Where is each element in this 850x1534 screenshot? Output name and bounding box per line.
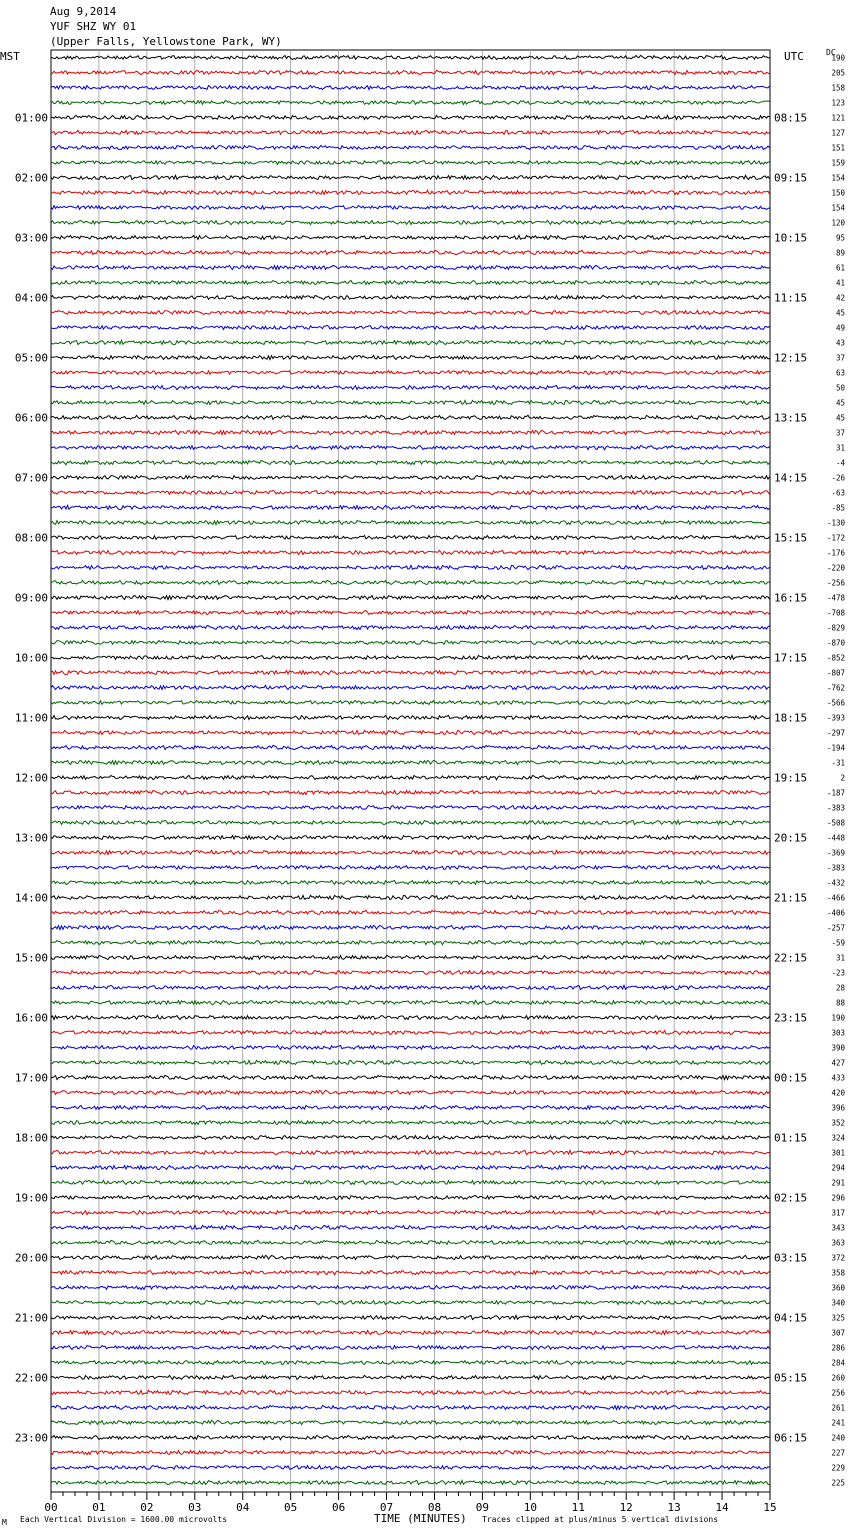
- dc-offset-label: 240: [831, 1433, 845, 1443]
- dc-offset-label: 256: [831, 1388, 845, 1398]
- header-station: YUF SHZ WY 01: [50, 20, 137, 33]
- trace-row-63: [51, 985, 770, 989]
- x-tick-label: 06: [331, 1501, 346, 1514]
- hour-label-left: 10:00: [14, 651, 48, 665]
- scale-note: Each Vertical Division = 1600.00 microvolts: [20, 1515, 228, 1524]
- dc-offset-label: -383: [826, 863, 845, 873]
- trace-row-46: [51, 730, 770, 734]
- trace-row-21: [51, 355, 770, 359]
- hour-label-left: 11:00: [14, 711, 48, 725]
- dc-offset-label: 158: [831, 83, 845, 93]
- trace-row-34: [51, 550, 770, 554]
- x-tick-label: 05: [284, 1501, 298, 1514]
- hour-label-right: 03:15: [774, 1251, 808, 1265]
- dc-offset-label: -297: [826, 728, 845, 738]
- dc-offset-label: -566: [826, 698, 845, 708]
- dc-offset-label: 229: [831, 1463, 845, 1473]
- trace-row-22: [51, 371, 770, 375]
- dc-offset-label: 433: [831, 1073, 845, 1083]
- x-tick-label: 02: [140, 1501, 154, 1514]
- trace-row-11: [51, 206, 770, 210]
- header-location: (Upper Falls, Yellowstone Park, WY): [50, 35, 282, 48]
- hour-label-right: 05:15: [774, 1371, 808, 1385]
- trace-row-17: [51, 295, 770, 299]
- trace-row-41: [51, 655, 770, 659]
- trace-row-80: [51, 1240, 770, 1244]
- trace-row-26: [51, 430, 770, 434]
- dc-offset-label: 301: [831, 1148, 845, 1158]
- dc-offset-label: -63: [831, 488, 845, 498]
- trace-row-79: [51, 1225, 770, 1229]
- dc-offset-label: 95: [835, 233, 845, 243]
- dc-offset-label: 390: [831, 1043, 845, 1053]
- trace-row-40: [51, 641, 770, 645]
- trace-row-27: [51, 446, 770, 450]
- dc-offset-label: 261: [831, 1403, 845, 1413]
- hour-label-left: 19:00: [14, 1191, 48, 1205]
- dc-offset-label: -31: [831, 758, 845, 768]
- hour-label-right: 12:15: [774, 351, 808, 365]
- dc-offset-label: 294: [831, 1163, 845, 1173]
- trace-row-88: [51, 1361, 770, 1365]
- dc-offset-label: 37: [835, 353, 845, 363]
- trace-row-69: [51, 1075, 770, 1079]
- dc-offset-label: -708: [826, 608, 845, 618]
- hour-label-left: 23:00: [14, 1431, 48, 1445]
- dc-offset-label: 296: [831, 1193, 845, 1203]
- left-timezone-label: MST: [0, 50, 20, 63]
- x-tick-label: 08: [427, 1501, 442, 1514]
- dc-offset-label: -187: [826, 788, 845, 798]
- trace-row-70: [51, 1091, 770, 1095]
- dc-offset-label: 88: [835, 998, 845, 1008]
- dc-offset-label: 420: [831, 1088, 845, 1098]
- trace-row-93: [51, 1436, 770, 1440]
- hour-label-left: 12:00: [14, 771, 48, 785]
- trace-row-64: [51, 1000, 770, 1004]
- hour-label-right: 16:15: [774, 591, 808, 605]
- dc-offset-label: -23: [831, 968, 845, 978]
- dc-offset-label: -4: [835, 458, 845, 468]
- trace-row-15: [51, 265, 770, 269]
- hour-label-right: 13:15: [774, 411, 808, 425]
- dc-offset-label: -870: [826, 638, 845, 648]
- hour-label-left: 13:00: [14, 831, 48, 845]
- hour-label-right: 06:15: [774, 1431, 808, 1445]
- trace-row-28: [51, 460, 770, 464]
- hour-label-left: 15:00: [14, 951, 48, 965]
- x-tick-label: 12: [619, 1501, 633, 1514]
- trace-row-37: [51, 595, 770, 599]
- x-tick-label: 03: [188, 1501, 202, 1514]
- x-axis-title: TIME (MINUTES): [374, 1512, 467, 1525]
- dc-offset-label: 286: [831, 1343, 845, 1353]
- hour-label-left: 16:00: [14, 1011, 48, 1025]
- trace-row-16: [51, 281, 770, 285]
- dc-offset-label: -257: [826, 923, 845, 933]
- dc-offset-label: 360: [831, 1283, 845, 1293]
- hour-label-left: 07:00: [14, 471, 48, 485]
- trace-row-36: [51, 580, 770, 584]
- dc-offset-label: 227: [831, 1448, 845, 1458]
- dc-offset-label: 45: [835, 413, 845, 423]
- trace-row-91: [51, 1405, 770, 1409]
- hour-label-left: 21:00: [14, 1311, 48, 1325]
- hour-label-right: 10:15: [774, 231, 808, 245]
- dc-offset-label: -26: [831, 473, 845, 483]
- dc-offset-label: 205: [831, 68, 845, 78]
- hour-label-right: 09:15: [774, 171, 808, 185]
- dc-offset-label: -762: [826, 683, 845, 693]
- trace-row-94: [51, 1450, 770, 1454]
- trace-row-30: [51, 490, 770, 494]
- dc-offset-label: 154: [831, 203, 845, 213]
- trace-row-24: [51, 400, 770, 404]
- x-tick-label: 11: [571, 1501, 585, 1514]
- trace-row-74: [51, 1150, 770, 1154]
- trace-row-53: [51, 835, 770, 839]
- trace-row-9: [51, 175, 770, 179]
- hour-label-left: 22:00: [14, 1371, 48, 1385]
- dc-offset-label: 352: [831, 1118, 845, 1128]
- trace-row-33: [51, 536, 770, 540]
- trace-row-54: [51, 850, 770, 854]
- hour-label-left: 08:00: [14, 531, 48, 545]
- x-tick-label: 07: [379, 1501, 394, 1514]
- trace-row-7: [51, 146, 770, 150]
- trace-row-87: [51, 1346, 770, 1350]
- trace-row-43: [51, 685, 770, 689]
- x-tick-label: 14: [715, 1501, 729, 1514]
- hour-label-right: 02:15: [774, 1191, 808, 1205]
- hour-label-left: 05:00: [14, 351, 48, 365]
- trace-row-62: [51, 971, 770, 975]
- dc-offset-label: 363: [831, 1238, 845, 1248]
- trace-row-90: [51, 1390, 770, 1394]
- x-tick-label: 09: [475, 1501, 490, 1514]
- hour-label-right: 15:15: [774, 531, 808, 545]
- dc-offset-label: -59: [831, 938, 845, 948]
- hour-label-left: 01:00: [14, 111, 48, 125]
- dc-offset-label: 31: [835, 443, 845, 453]
- hour-label-left: 20:00: [14, 1251, 48, 1265]
- dc-offset-label: -172: [826, 533, 845, 543]
- dc-offset-label: 45: [835, 398, 845, 408]
- x-tick-label: 15: [763, 1501, 777, 1514]
- dc-offset-label: -448: [826, 833, 845, 843]
- x-tick-label: 10: [523, 1501, 537, 1514]
- dc-offset-label: 159: [831, 158, 845, 168]
- trace-row-44: [51, 701, 770, 705]
- trace-row-77: [51, 1196, 770, 1200]
- trace-row-45: [51, 715, 770, 719]
- hour-label-left: 14:00: [14, 891, 48, 905]
- dc-offset-label: -466: [826, 893, 845, 903]
- trace-row-49: [51, 776, 770, 780]
- trace-row-12: [51, 220, 770, 224]
- dc-offset-label: 325: [831, 1313, 845, 1323]
- dc-offset-label: 63: [835, 368, 845, 378]
- dc-offset-label: 41: [835, 278, 845, 288]
- trace-row-81: [51, 1256, 770, 1260]
- trace-row-96: [51, 1480, 770, 1484]
- trace-row-6: [51, 130, 770, 134]
- trace-row-31: [51, 505, 770, 509]
- dc-offset-label: 45: [835, 308, 845, 318]
- hour-label-right: 01:15: [774, 1131, 808, 1145]
- dc-offset-label: 427: [831, 1058, 845, 1068]
- trace-row-55: [51, 866, 770, 870]
- trace-row-67: [51, 1045, 770, 1049]
- dc-offset-label: 2: [840, 773, 845, 783]
- trace-row-42: [51, 670, 770, 674]
- trace-row-48: [51, 760, 770, 764]
- dc-offset-label: 190: [831, 53, 845, 63]
- dc-offset-label: -194: [826, 743, 845, 753]
- trace-row-51: [51, 806, 770, 810]
- dc-offset-label: 89: [835, 248, 845, 258]
- dc-offset-label: -432: [826, 878, 845, 888]
- dc-offset-label: 396: [831, 1103, 845, 1113]
- dc-offset-label: 123: [831, 98, 845, 108]
- dc-offset-label: -130: [826, 518, 845, 528]
- trace-row-23: [51, 385, 770, 389]
- dc-offset-label: 324: [831, 1133, 845, 1143]
- hour-label-right: 21:15: [774, 891, 808, 905]
- trace-row-61: [51, 955, 770, 959]
- hour-label-right: 18:15: [774, 711, 808, 725]
- trace-row-82: [51, 1271, 770, 1275]
- right-timezone-label: UTC: [784, 50, 804, 63]
- dc-offset-label: 61: [835, 263, 845, 273]
- dc-offset-label: 317: [831, 1208, 845, 1218]
- header-date: Aug 9,2014: [50, 5, 117, 18]
- dc-offset-label: 307: [831, 1328, 845, 1338]
- dc-offset-label: 260: [831, 1373, 845, 1383]
- trace-row-86: [51, 1330, 770, 1334]
- dc-offset-label: 284: [831, 1358, 845, 1368]
- trace-row-39: [51, 625, 770, 629]
- trace-row-38: [51, 611, 770, 615]
- dc-offset-label: -852: [826, 653, 845, 663]
- trace-row-73: [51, 1136, 770, 1140]
- trace-row-19: [51, 325, 770, 329]
- trace-row-1: [51, 55, 770, 59]
- trace-row-76: [51, 1180, 770, 1184]
- dc-offset-label: 43: [835, 338, 845, 348]
- trace-row-68: [51, 1060, 770, 1064]
- trace-row-2: [51, 70, 770, 74]
- dc-offset-label: -406: [826, 908, 845, 918]
- dc-offset-label: -256: [826, 578, 845, 588]
- dc-offset-label: 241: [831, 1418, 845, 1428]
- trace-row-84: [51, 1300, 770, 1304]
- trace-row-75: [51, 1165, 770, 1169]
- dc-offset-label: 343: [831, 1223, 845, 1233]
- trace-row-18: [51, 311, 770, 315]
- dc-offset-label: -478: [826, 593, 845, 603]
- dc-offset-label: 150: [831, 188, 845, 198]
- dc-offset-label: 190: [831, 1013, 845, 1023]
- dc-offset-label: 372: [831, 1253, 845, 1263]
- trace-row-25: [51, 415, 770, 419]
- dc-offset-label: -85: [831, 503, 845, 513]
- hour-label-left: 03:00: [14, 231, 48, 245]
- x-tick-label: 01: [92, 1501, 106, 1514]
- dc-offset-label: -393: [826, 713, 845, 723]
- x-tick-label: 04: [236, 1501, 250, 1514]
- trace-row-5: [51, 115, 770, 119]
- dc-offset-label: 42: [835, 293, 845, 303]
- hour-label-right: 04:15: [774, 1311, 808, 1325]
- dc-offset-label: 358: [831, 1268, 845, 1278]
- hour-label-left: 06:00: [14, 411, 48, 425]
- trace-row-4: [51, 101, 770, 105]
- dc-offset-label: 225: [831, 1478, 845, 1488]
- trace-row-58: [51, 910, 770, 914]
- dc-offset-label: -220: [826, 563, 845, 573]
- dc-offset-label: 154: [831, 173, 845, 183]
- trace-row-47: [51, 745, 770, 749]
- dc-offset-label: 340: [831, 1298, 845, 1308]
- dc-offset-label: -383: [826, 803, 845, 813]
- dc-offset-label: 31: [835, 953, 845, 963]
- corner-mark: M: [2, 1518, 7, 1527]
- hour-label-right: 19:15: [774, 771, 808, 785]
- dc-offset-label: -807: [826, 668, 845, 678]
- trace-row-52: [51, 820, 770, 824]
- trace-row-71: [51, 1106, 770, 1110]
- dc-offset-label: -176: [826, 548, 845, 558]
- trace-row-65: [51, 1015, 770, 1019]
- dc-offset-label: 28: [835, 983, 845, 993]
- trace-row-10: [51, 190, 770, 194]
- hour-label-left: 18:00: [14, 1131, 48, 1145]
- hour-label-right: 14:15: [774, 471, 808, 485]
- trace-row-50: [51, 790, 770, 794]
- trace-row-72: [51, 1120, 770, 1124]
- trace-row-29: [51, 476, 770, 480]
- hour-label-left: 09:00: [14, 591, 48, 605]
- dc-offset-label: 120: [831, 218, 845, 228]
- clip-note: Traces clipped at plus/minus 5 vertical divisions: [482, 1515, 719, 1524]
- dc-offset-label: 303: [831, 1028, 845, 1038]
- dc-offset-label: 121: [831, 113, 845, 123]
- trace-row-95: [51, 1465, 770, 1469]
- trace-row-85: [51, 1315, 770, 1319]
- dc-offset-label: 37: [835, 428, 845, 438]
- dc-offset-header: DC: [826, 48, 836, 57]
- trace-row-83: [51, 1285, 770, 1289]
- trace-row-59: [51, 926, 770, 930]
- trace-row-32: [51, 520, 770, 524]
- trace-row-66: [51, 1031, 770, 1035]
- hour-label-right: 23:15: [774, 1011, 808, 1025]
- hour-label-right: 11:15: [774, 291, 808, 305]
- trace-row-20: [51, 340, 770, 344]
- trace-row-8: [51, 160, 770, 164]
- trace-row-60: [51, 941, 770, 945]
- hour-label-right: 20:15: [774, 831, 808, 845]
- trace-row-56: [51, 880, 770, 884]
- hour-label-right: 17:15: [774, 651, 808, 665]
- trace-row-13: [51, 235, 770, 239]
- trace-row-57: [51, 895, 770, 899]
- hour-label-left: 17:00: [14, 1071, 48, 1085]
- dc-offset-label: 151: [831, 143, 845, 153]
- dc-offset-label: 50: [835, 383, 845, 393]
- hour-label-right: 00:15: [774, 1071, 808, 1085]
- hour-label-left: 02:00: [14, 171, 48, 185]
- trace-row-3: [51, 85, 770, 89]
- trace-row-35: [51, 565, 770, 569]
- dc-offset-label: 127: [831, 128, 845, 138]
- dc-offset-label: -369: [826, 848, 845, 858]
- x-tick-label: 00: [44, 1501, 58, 1514]
- trace-row-92: [51, 1421, 770, 1425]
- dc-offset-label: -829: [826, 623, 845, 633]
- trace-row-78: [51, 1210, 770, 1214]
- hour-label-right: 08:15: [774, 111, 808, 125]
- hour-label-right: 22:15: [774, 951, 808, 965]
- x-tick-label: 13: [667, 1501, 681, 1514]
- trace-row-89: [51, 1375, 770, 1379]
- dc-offset-label: -508: [826, 818, 845, 828]
- trace-row-14: [51, 250, 770, 254]
- hour-label-left: 04:00: [14, 291, 48, 305]
- dc-offset-label: 49: [835, 323, 845, 333]
- dc-offset-label: 291: [831, 1178, 845, 1188]
